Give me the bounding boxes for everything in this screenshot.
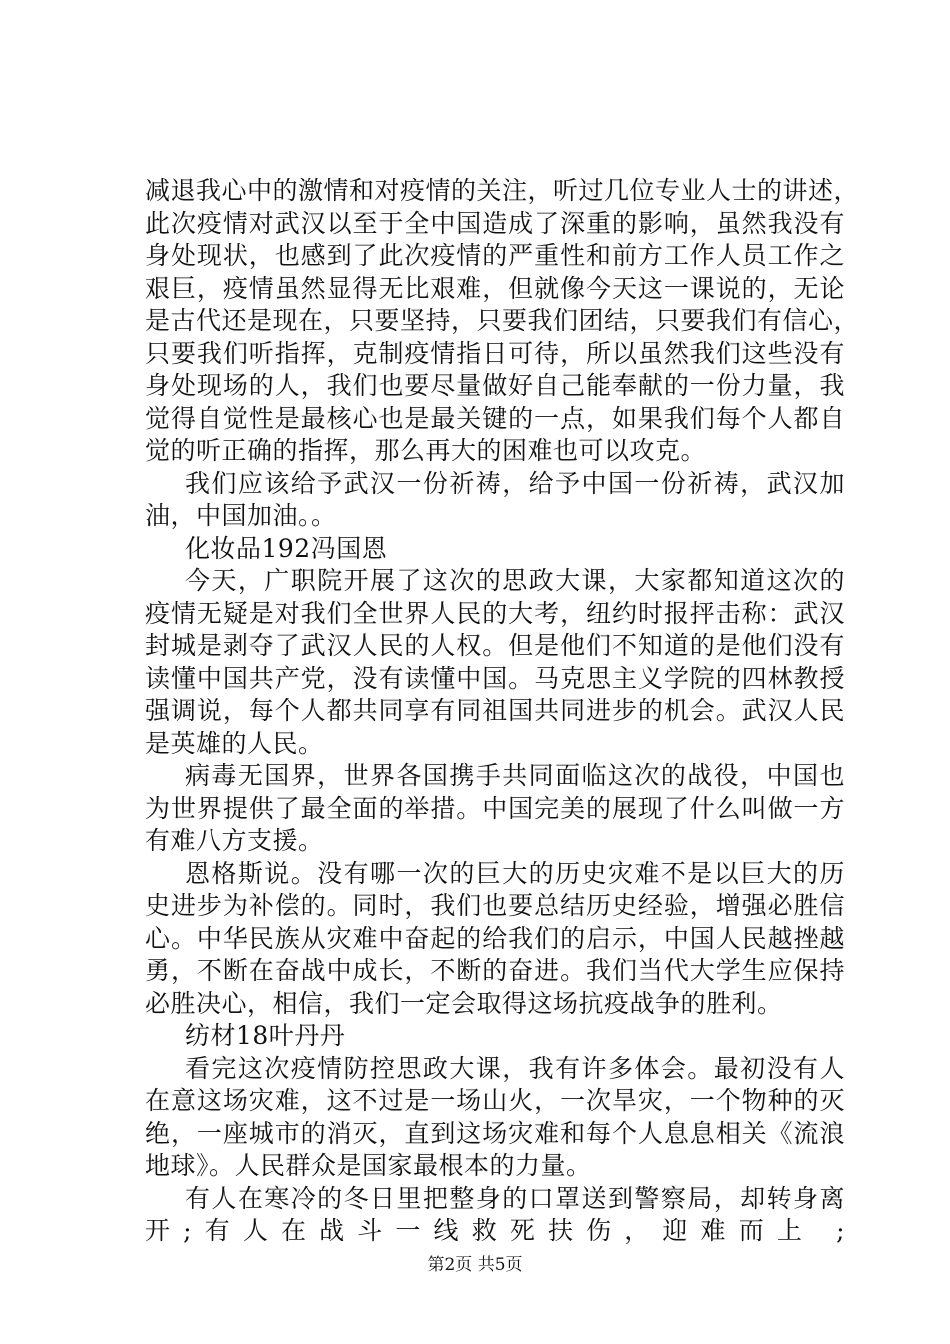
text-line: 我们应该给予武汉一份祈祷，给予中国一份祈祷，武汉加 xyxy=(185,468,845,498)
text-line: 为世界提供了最全面的举措。中国完美的展现了什么叫做一方 xyxy=(145,793,845,823)
text-line: 今天，广职院开展了这次的思政大课，大家都知道这次的 xyxy=(185,566,845,595)
text-line: 心。中华民族从灾难中奋起的给我们的启示，中国人民越挫越 xyxy=(145,923,845,953)
text-line: 病毒无国界，世界各国携手共同面临这次的战役，中国也 xyxy=(185,761,845,790)
page-footer: 第2页 共5页 xyxy=(427,1255,523,1275)
text-line: 是英雄的人民。 xyxy=(145,728,324,758)
text-line: 史进步为补偿的。同时，我们也要总结历史经验，增强必胜信 xyxy=(145,891,845,920)
text-line: 纺材18叶丹丹 xyxy=(185,1021,346,1050)
text-line: 身处现状，也感到了此次疫情的严重性和前方工作人员工作之 xyxy=(145,241,845,270)
text-line: 必胜决心，相信，我们一定会取得这场抗疫战争的胜利。 xyxy=(145,988,783,1018)
text-line: 减退我心中的激情和对疫情的关注，听过几位专业人士的讲述， xyxy=(145,176,860,205)
text-line: 开;有人在战斗一线救死扶伤，迎难而上 ; xyxy=(145,1216,845,1245)
text-line: 化妆品192冯国恩 xyxy=(185,533,388,563)
text-line: 觉的听正确的指挥，那么再大的困难也可以攻克。 xyxy=(145,436,707,465)
text-line: 有难八方支援。 xyxy=(145,826,324,855)
text-line: 此次疫情对武汉以至于全中国造成了深重的影响，虽然我没有 xyxy=(145,208,845,238)
text-line: 身处现场的人，我们也要尽量做好自己能奉献的一份力量，我 xyxy=(145,371,845,400)
text-line: 地球》。人民群众是国家最根本的力量。 xyxy=(145,1151,592,1180)
text-line: 读懂中国共产党，没有读懂中国。马克思主义学院的四林教授 xyxy=(145,663,845,693)
text-line: 油，中国加油。。 xyxy=(145,501,337,530)
text-line: 艰巨，疫情虽然显得无比艰难，但就像今天这一课说的，无论 xyxy=(145,273,845,303)
text-line: 绝，一座城市的消灭，直到这场灾难和每个人息息相关《流浪 xyxy=(145,1118,845,1148)
text-line: 看完这次疫情防控思政大课，我有许多体会。最初没有人 xyxy=(185,1053,845,1083)
text-line: 封城是剥夺了武汉人民的人权。但是他们不知道的是他们没有 xyxy=(145,631,845,660)
text-line: 疫情无疑是对我们全世界人民的大考，纽约时报抨击称：武汉 xyxy=(145,598,845,628)
text-line: 在意这场灾难，这不过是一场山火，一次旱灾，一个物种的灭 xyxy=(145,1086,845,1115)
text-line: 强调说，每个人都共同享有同祖国共同进步的机会。武汉人民 xyxy=(145,696,845,725)
text-line: 恩格斯说。没有哪一次的巨大的历史灾难不是以巨大的历 xyxy=(185,858,845,888)
text-line: 勇，不断在奋战中成长，不断的奋进。我们当代大学生应保持 xyxy=(145,956,845,985)
text-line: 只要我们听指挥，克制疫情指日可待，所以虽然我们这些没有 xyxy=(145,338,845,368)
text-line: 是古代还是现在，只要坚持，只要我们团结，只要我们有信心， xyxy=(145,306,860,335)
text-line: 觉得自觉性是最核心也是最关键的一点，如果我们每个人都自 xyxy=(145,403,845,433)
text-line: 有人在寒冷的冬日里把整身的口罩送到警察局，却转身离 xyxy=(185,1183,845,1213)
document-body xyxy=(145,175,860,1248)
